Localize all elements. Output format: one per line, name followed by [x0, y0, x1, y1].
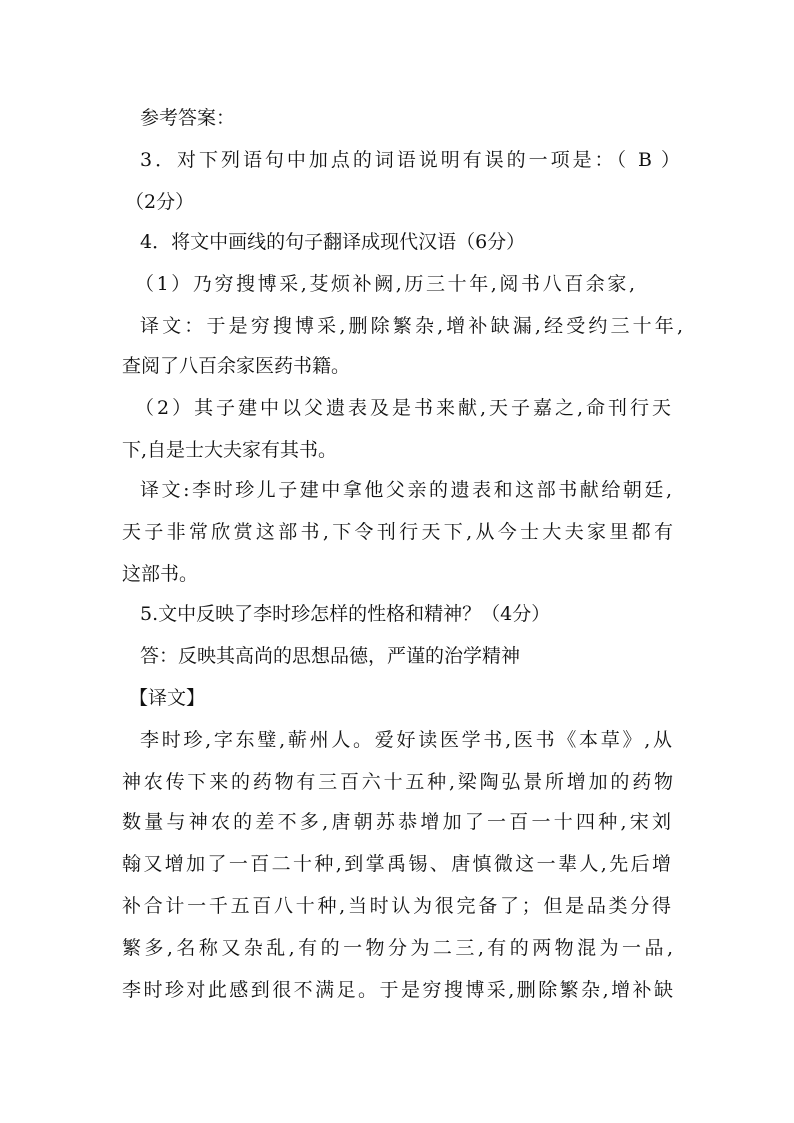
question-4-item-2-translation-line-3: 这部书。: [122, 563, 199, 585]
question-4-item-2-source-line-1: （2）其子建中以父遗表及是书来献,天子嘉之,命刊行天: [135, 397, 671, 419]
question-3-line-1: 3．对下列语句中加点的词语说明有误的一项是：（ B ）: [140, 149, 680, 171]
translation-line-3: 数量与神农的差不多,唐朝苏恭增加了一百一十四种,宋刘: [122, 811, 671, 833]
translation-line-7: 李时珍对此感到很不满足。于是穷搜博采,删除繁杂,增补缺: [122, 979, 673, 1001]
question-4-prompt: 4．将文中画线的句子翻译成现代汉语（6分）: [140, 231, 526, 253]
question-4-item-2-translation-line-2: 天子非常欣赏这部书,下令刊行天下,从今士大夫家里都有: [122, 521, 673, 543]
translation-heading: 【译文】: [129, 687, 206, 709]
question-5-answer: 答：反映其高尚的思想品德，严谨的治学精神: [140, 645, 521, 667]
question-4-item-1-translation-line-1: 译文：于是穷搜博采,删除繁杂,增补缺漏,经受约三十年,: [140, 315, 683, 337]
question-3-line-2: （2分）: [125, 191, 195, 213]
question-4-item-2-translation-line-1: 译文:李时珍儿子建中拿他父亲的遗表和这部书献给朝廷,: [140, 479, 672, 501]
translation-line-1: 李时珍,字东璧,蕲州人。爱好读医学书,医书《本草》,从: [140, 729, 672, 751]
question-5-prompt: 5.文中反映了李时珍怎样的性格和精神？（4分）: [140, 603, 551, 625]
translation-line-5: 补合计一千五百八十种,当时认为很完备了；但是品类分得: [122, 895, 671, 917]
translation-line-2: 神农传下来的药物有三百六十五种,梁陶弘景所增加的药物: [122, 771, 673, 793]
question-4-item-1-translation-line-2: 查阅了八百余家医药书籍。: [122, 355, 351, 377]
question-4-item-2-source-line-2: 下,自是士大夫家有其书。: [122, 439, 338, 461]
question-4-item-1-source: （1）乃穷搜博采,芟烦补阙,历三十年,阅书八百余家,: [135, 273, 635, 295]
translation-line-6: 繁多,名称又杂乱,有的一物分为二三,有的两物混为一品,: [122, 937, 673, 959]
answer-heading: 参考答案：: [140, 107, 236, 129]
translation-line-4: 翰又增加了一百二十种,到掌禹锡、唐慎微这一辈人,先后增: [122, 853, 671, 875]
